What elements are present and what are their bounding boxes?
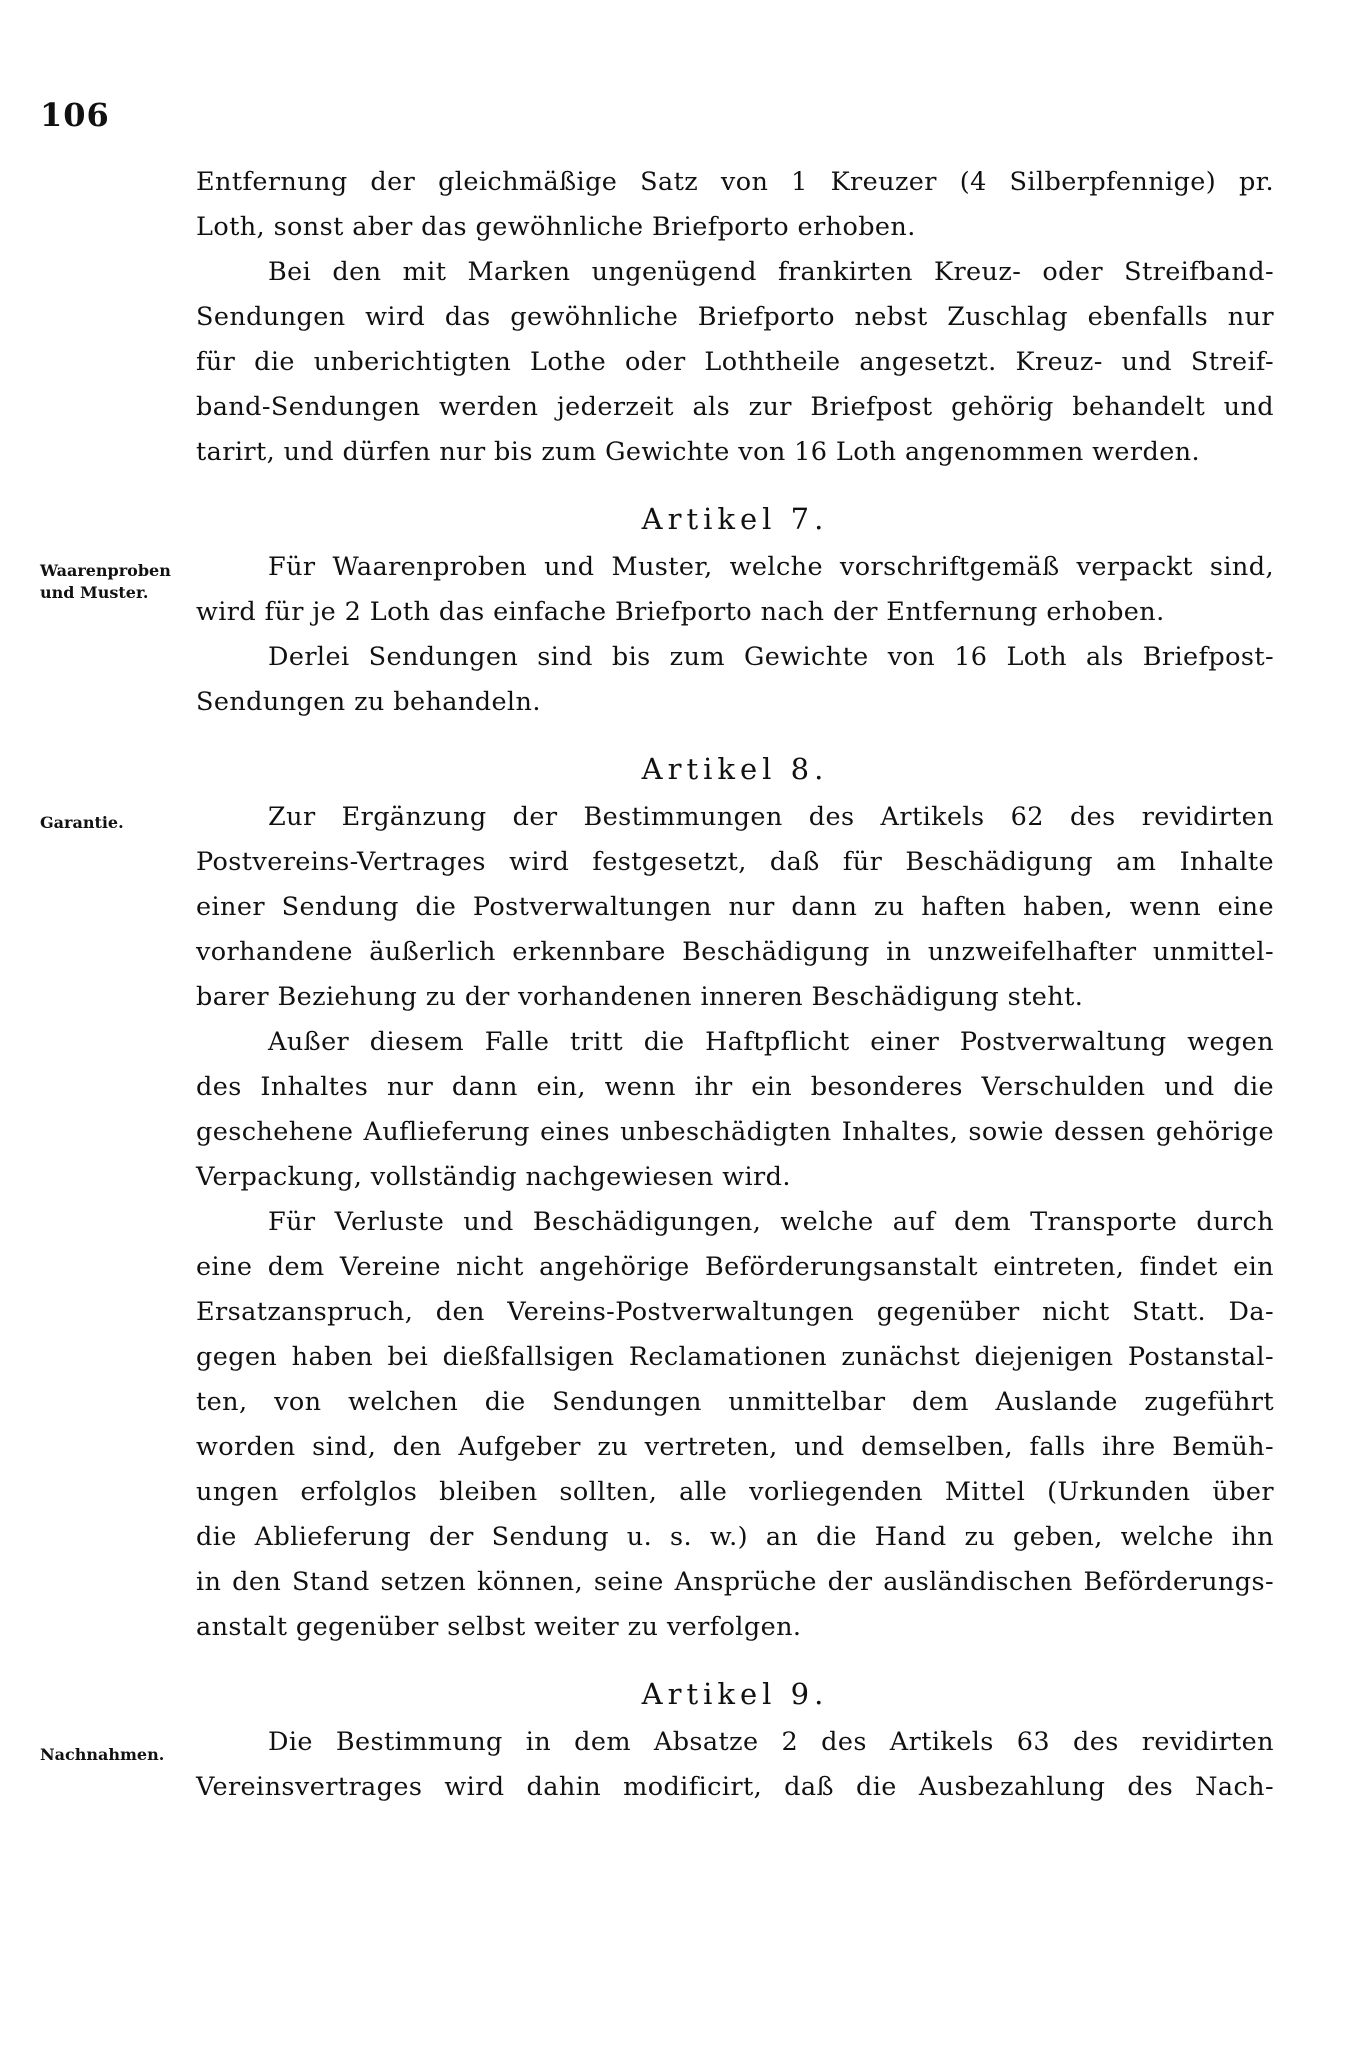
text-line: des Inhaltes nur dann ein, wenn ihr ein besonderes Verschulden und die (196, 1072, 1274, 1102)
text-line: geschehene Auflieferung eines unbeschädigten Inhaltes, sowie dessen gehörige (196, 1117, 1274, 1147)
text-line: Verpackung, vollständig nachgewiesen wird. (196, 1162, 791, 1192)
text-line: Entfernung der gleichmäßige Satz von 1 Kreuzer (4 Silberpfennige) pr. (196, 167, 1274, 197)
text-line: anstalt gegenüber selbst weiter zu verfolgen. (196, 1612, 802, 1642)
text-line: ten, von welchen die Sendungen unmittelbar dem Auslande zugeführt (196, 1387, 1274, 1417)
text-line: ungen erfolglos bleiben sollten, alle vorliegenden Mittel (Urkunden über (196, 1477, 1274, 1507)
article-8-paragraph-3 (196, 1200, 1274, 1650)
text-line: gegen haben bei dießfallsigen Reclamationen zunächst diejenigen Postanstal- (196, 1342, 1274, 1372)
page-number: 106 (40, 96, 110, 134)
text-line: Sendungen zu behandeln. (196, 687, 541, 717)
margin-note-nachnahmen: Nachnahmen. (40, 1745, 165, 1764)
article-8-heading: Artikel 8. (641, 752, 829, 786)
text-line: wird für je 2 Loth das einfache Briefporto nach der Entfernung erhoben. (196, 597, 1165, 627)
text-line: Bei den mit Marken ungenügend frankirten Kreuz- oder Streifband- (268, 257, 1274, 287)
text-line: barer Beziehung zu der vorhandenen inneren Beschädigung steht. (196, 982, 1084, 1012)
text-line: Für Waarenproben und Muster, welche vorschriftgemäß verpackt sind, (268, 552, 1274, 582)
text-line: für die unberichtigten Lothe oder Loththeile angesetzt. Kreuz- und Streif- (196, 347, 1274, 377)
text-line: in den Stand setzen können, seine Ansprüche der ausländischen Beförderungs- (196, 1567, 1274, 1597)
text-line: worden sind, den Aufgeber zu vertreten, und demselben, falls ihre Bemüh- (196, 1432, 1274, 1462)
paragraph-continuation (196, 160, 1274, 250)
margin-note-garantie: Garantie. (40, 813, 124, 832)
text-line: Ersatzanspruch, den Vereins-Postverwaltungen gegenüber nicht Statt. Da- (196, 1297, 1274, 1327)
text-line: Außer diesem Falle tritt die Haftpflicht einer Postverwaltung wegen (268, 1027, 1274, 1057)
text-line: Vereinsvertrages wird dahin modificirt, daß die Ausbezahlung des Nach- (196, 1772, 1274, 1802)
text-line: vorhandene äußerlich erkennbare Beschädigung in unzweifelhafter unmittel- (196, 937, 1274, 967)
text-line: Für Verluste und Beschädigungen, welche auf dem Transporte durch (268, 1207, 1274, 1237)
article-9-paragraph-1 (196, 1720, 1274, 1810)
text-line: Postvereins-Vertrages wird festgesetzt, daß für Beschädigung am Inhalte (196, 847, 1274, 877)
text-line: Die Bestimmung in dem Absatze 2 des Artikels 63 des revidirten (268, 1727, 1274, 1757)
text-line: die Ablieferung der Sendung u. s. w.) an die Hand zu geben, welche ihn (196, 1522, 1274, 1552)
text-line: eine dem Vereine nicht angehörige Beförderungsanstalt eintreten, findet ein (196, 1252, 1274, 1282)
text-line: tarirt, und dürfen nur bis zum Gewichte von 16 Loth angenommen werden. (196, 437, 1201, 467)
article-7-heading: Artikel 7. (641, 502, 829, 536)
text-line: Zur Ergänzung der Bestimmungen des Artikels 62 des revidirten (268, 802, 1274, 832)
article-9-heading: Artikel 9. (641, 1677, 829, 1711)
text-line: Derlei Sendungen sind bis zum Gewichte von 16 Loth als Briefpost- (268, 642, 1274, 672)
paragraph-kreuzband (196, 250, 1274, 475)
text-line: band-Sendungen werden jederzeit als zur Briefpost gehörig behandelt und (196, 392, 1274, 422)
margin-note-waarenproben: Waarenproben und Muster. (40, 561, 171, 602)
article-7-paragraph-2 (196, 635, 1274, 725)
article-8-paragraph-1 (196, 795, 1274, 1020)
body-text (196, 160, 1274, 1810)
text-line: einer Sendung die Postverwaltungen nur dann zu haften haben, wenn eine (196, 892, 1274, 922)
article-7-paragraph-1 (196, 545, 1274, 635)
text-line: Loth, sonst aber das gewöhnliche Briefporto erhoben. (196, 212, 916, 242)
text-line: Sendungen wird das gewöhnliche Briefporto nebst Zuschlag ebenfalls nur (196, 302, 1274, 332)
article-8-paragraph-2 (196, 1020, 1274, 1200)
